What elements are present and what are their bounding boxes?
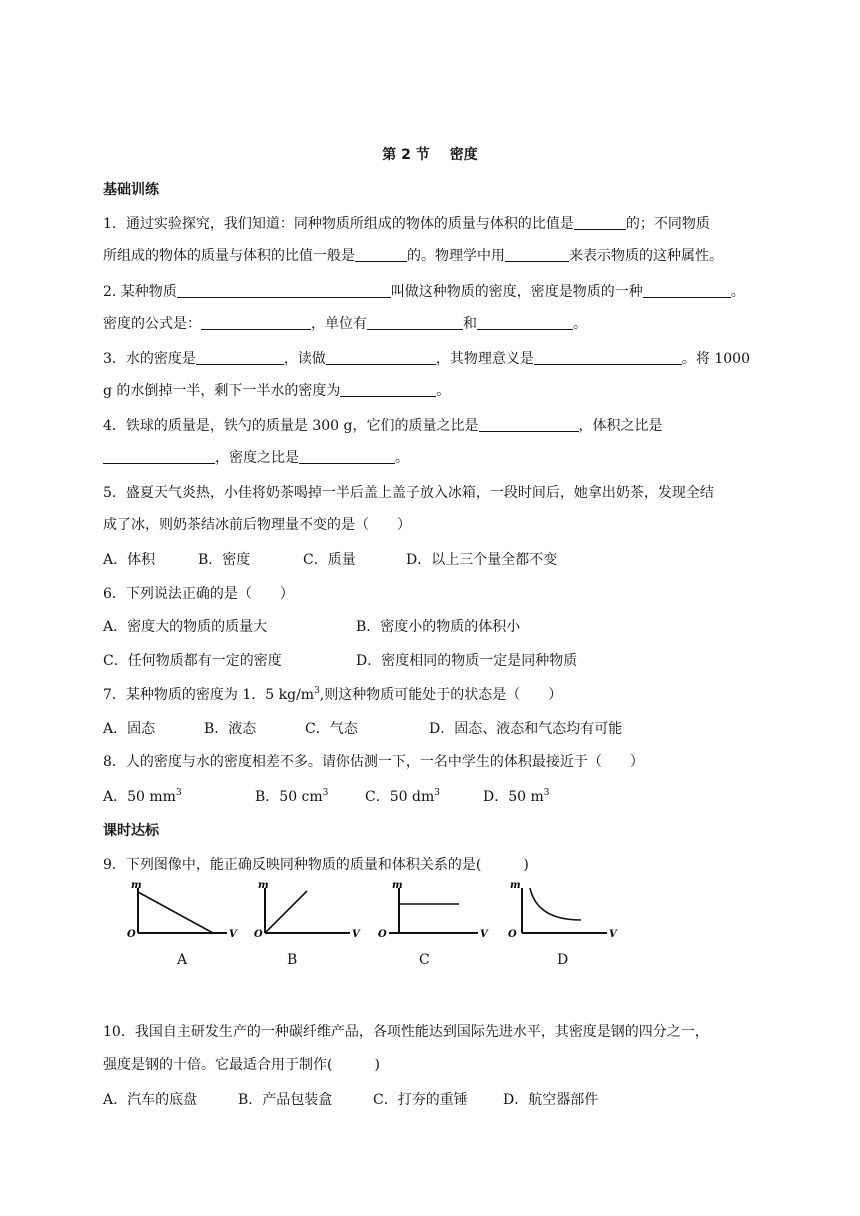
graph-label-b: B xyxy=(287,952,298,968)
option-a: A．密度大的物质的质量大 xyxy=(103,619,268,635)
graph-b xyxy=(252,880,372,940)
question-8-stem: 8．人的密度与水的密度相差不多。请你估测一下，一名中学生的体积最接近于（ ） xyxy=(103,754,644,770)
answer-blank xyxy=(340,382,436,397)
answer-blank xyxy=(103,449,215,464)
answer-blank xyxy=(326,350,436,365)
axis-v-label: V xyxy=(609,929,617,940)
question-3-line-1: 3．水的密度是 ，读做 ，其物理意义是 。将 1000 xyxy=(103,351,751,367)
question-1-line-1: 1．通过实验探究，我们知道：同种物质所组成的物体的质量与体积的比值是 的；不同物质 xyxy=(103,216,710,232)
question-10-line-2: 强度是钢的十倍。它最适合用于制作( ) xyxy=(103,1057,380,1073)
heading-basic-training: 基础训练 xyxy=(103,182,159,198)
option-a: A．体积 xyxy=(103,552,156,568)
axis-m-label: m xyxy=(258,880,269,891)
axis-m-label: m xyxy=(510,880,521,891)
heading-class-assessment: 课时达标 xyxy=(103,823,159,839)
answer-blank xyxy=(534,350,682,365)
answer-blank xyxy=(177,283,391,298)
question-5-line-2: 成了冰，则奶茶结冰前后物理量不变的是（ ） xyxy=(103,517,411,533)
answer-blank xyxy=(299,449,395,464)
question-3-line-2: g 的水倒掉一半，剩下一半水的密度为 。 xyxy=(103,383,451,399)
answer-blank xyxy=(574,215,626,230)
origin-label: O xyxy=(508,929,517,940)
option-c: C．50 $dm^3$ xyxy=(365,788,440,805)
question-6-stem: 6．下列说法正确的是（ ） xyxy=(103,586,294,602)
axis-m-label: m xyxy=(131,880,142,891)
origin-label: O xyxy=(254,929,263,940)
question-4-line-1: 4．铁球的质量是，铁勺的质量是 300 g，它们的质量之比是 ，体积之比是 xyxy=(103,418,663,434)
option-d: D．航空器部件 xyxy=(503,1092,599,1108)
origin-label: O xyxy=(127,929,136,940)
axis-v-label: V xyxy=(229,929,237,940)
answer-blank xyxy=(477,315,573,330)
question-1-line-2: 所组成的物体的质量与体积的比值一般是 的。物理学中用 来表示物质的这种属性。 xyxy=(103,248,723,264)
answer-blank xyxy=(196,350,284,365)
answer-blank xyxy=(201,315,311,330)
graph-c xyxy=(375,880,495,940)
option-d: D．固态、液态和气态均有可能 xyxy=(429,721,623,737)
origin-label: O xyxy=(378,929,387,940)
option-b: B．液态 xyxy=(204,721,257,737)
answer-blank xyxy=(505,247,569,262)
question-2-line-2: 密度的公式是： ，单位有 和 。 xyxy=(103,316,587,332)
graph-d xyxy=(505,880,625,940)
page-title xyxy=(0,144,860,164)
question-5-line-1: 5．盛夏天气炎热，小佳将奶茶喝掉一半后盖上盖子放入冰箱，一段时间后，她拿出奶茶，发现全结 xyxy=(103,485,714,501)
graph-label-a: A xyxy=(177,952,188,968)
section-title: 密度 xyxy=(449,147,478,163)
answer-blank xyxy=(643,283,731,298)
question-2-line-1: 2. 某种物质 叫做这种物质的密度，密度是物质的一种 。 xyxy=(103,284,745,300)
option-b: B．50 $cm^3$ xyxy=(255,788,329,805)
axis-m-label: m xyxy=(392,880,403,891)
option-b: B．产品包装盒 xyxy=(238,1092,333,1108)
axis-v-label: V xyxy=(480,929,488,940)
question-9-stem: 9．下列图像中，能正确反映同种物质的质量和体积关系的是( ) xyxy=(103,857,529,873)
option-c: C．气态 xyxy=(305,721,358,737)
option-d: D．以上三个量全都不变 xyxy=(406,552,558,568)
option-c: C．打夯的重锤 xyxy=(373,1092,468,1108)
section-number: 第 2 节 xyxy=(382,147,430,163)
option-c: C．质量 xyxy=(303,552,356,568)
graph-label-d: D xyxy=(557,952,569,968)
option-a: A．50 $mm^3$ xyxy=(103,788,182,805)
graph-label-c: C xyxy=(419,952,430,968)
option-d: D．密度相同的物质一定是同种物质 xyxy=(356,653,578,669)
option-d: D．50 $m^3$ xyxy=(483,788,550,805)
axis-v-label: V xyxy=(352,929,360,940)
answer-blank xyxy=(479,417,579,432)
option-c: C．任何物质都有一定的密度 xyxy=(103,653,282,669)
question-10-line-1: 10．我国自主研发生产的一种碳纤维产品，各项性能达到国际先进水平，其密度是钢的四分之一， xyxy=(103,1024,709,1040)
question-7-stem: 7．某种物质的密度为 1．5 $kg/m^3$,则这种物质可能处于的状态是（ ） xyxy=(103,686,563,703)
option-b: B．密度小的物质的体积小 xyxy=(356,619,521,635)
answer-blank xyxy=(367,315,463,330)
graph-a xyxy=(125,880,245,940)
question-4-line-2: ，密度之比是 。 xyxy=(103,448,763,468)
option-b: B．密度 xyxy=(198,552,251,568)
option-a: A．汽车的底盘 xyxy=(103,1092,198,1108)
answer-blank xyxy=(355,247,407,262)
option-a: A．固态 xyxy=(103,721,156,737)
